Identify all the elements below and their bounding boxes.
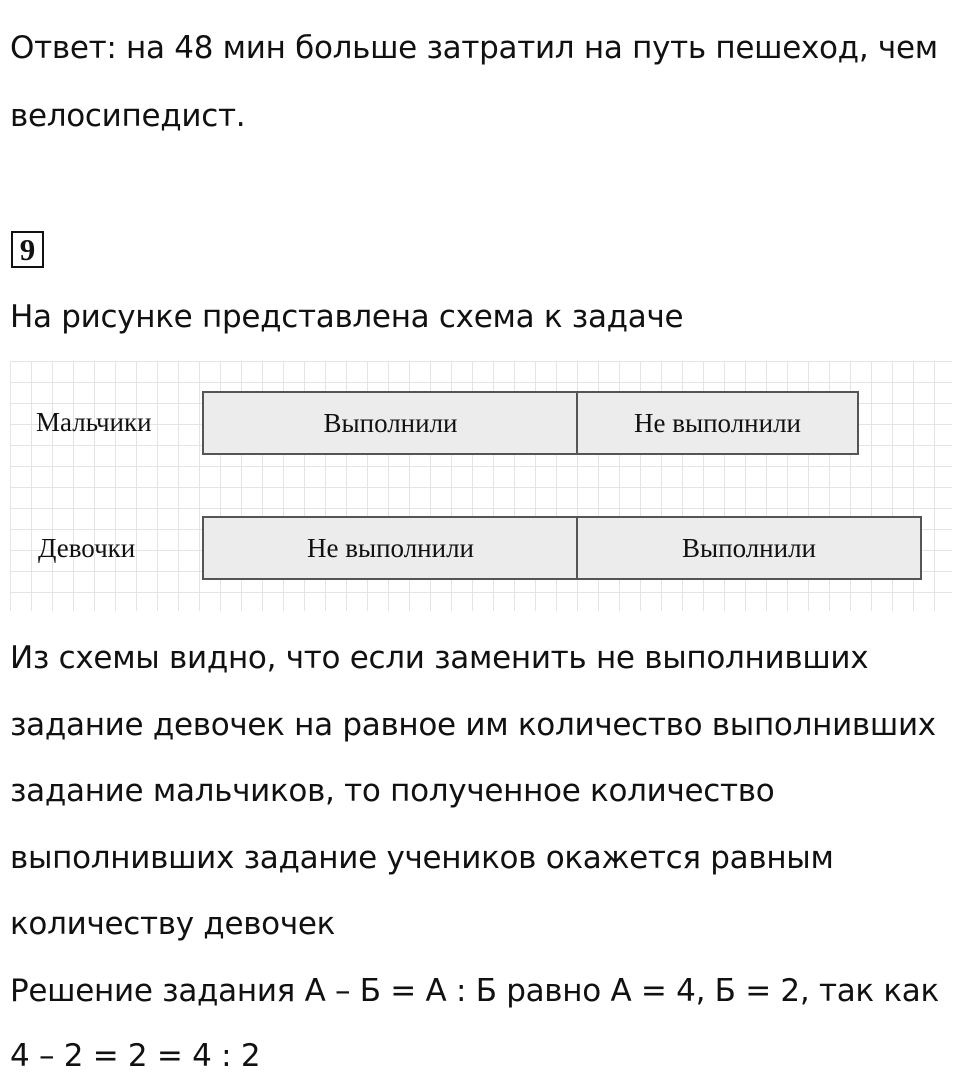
row-label-boys: Мальчики [36, 407, 152, 437]
scheme-diagram [10, 361, 952, 611]
explanation-line-1: Из схемы видно, что если заменить не выполнивших [10, 640, 869, 676]
segment-girls-done: Выполнили [576, 516, 922, 580]
explanation-line-4: выполнивших задание учеников окажется равным [10, 840, 834, 876]
segment-boys-not-done: Не выполнили [576, 391, 859, 455]
task-number-box: 9 [11, 231, 44, 268]
row-label-girls: Девочки [38, 533, 136, 563]
explanation-line-5: количеству девочек [10, 906, 336, 942]
solution-line-2: 4 – 2 = 2 = 4 : 2 [10, 1038, 261, 1074]
segment-girls-not-done: Не выполнили [202, 516, 579, 580]
solution-line-1: Решение задания А – Б = А : Б равно А = 4, Б = 2, так как [10, 973, 939, 1009]
answer-line-1: Ответ: на 48 мин больше затратил на путь пешеход, чем [10, 30, 938, 66]
answer-line-2: велосипедист. [10, 98, 246, 134]
task-intro: На рисунке представлена схема к задаче [10, 299, 684, 335]
explanation-line-3: задание мальчиков, то полученное количество [10, 773, 775, 809]
segment-boys-done: Выполнили [202, 391, 579, 455]
explanation-line-2: задание девочек на равное им количество выполнивших [10, 707, 936, 743]
